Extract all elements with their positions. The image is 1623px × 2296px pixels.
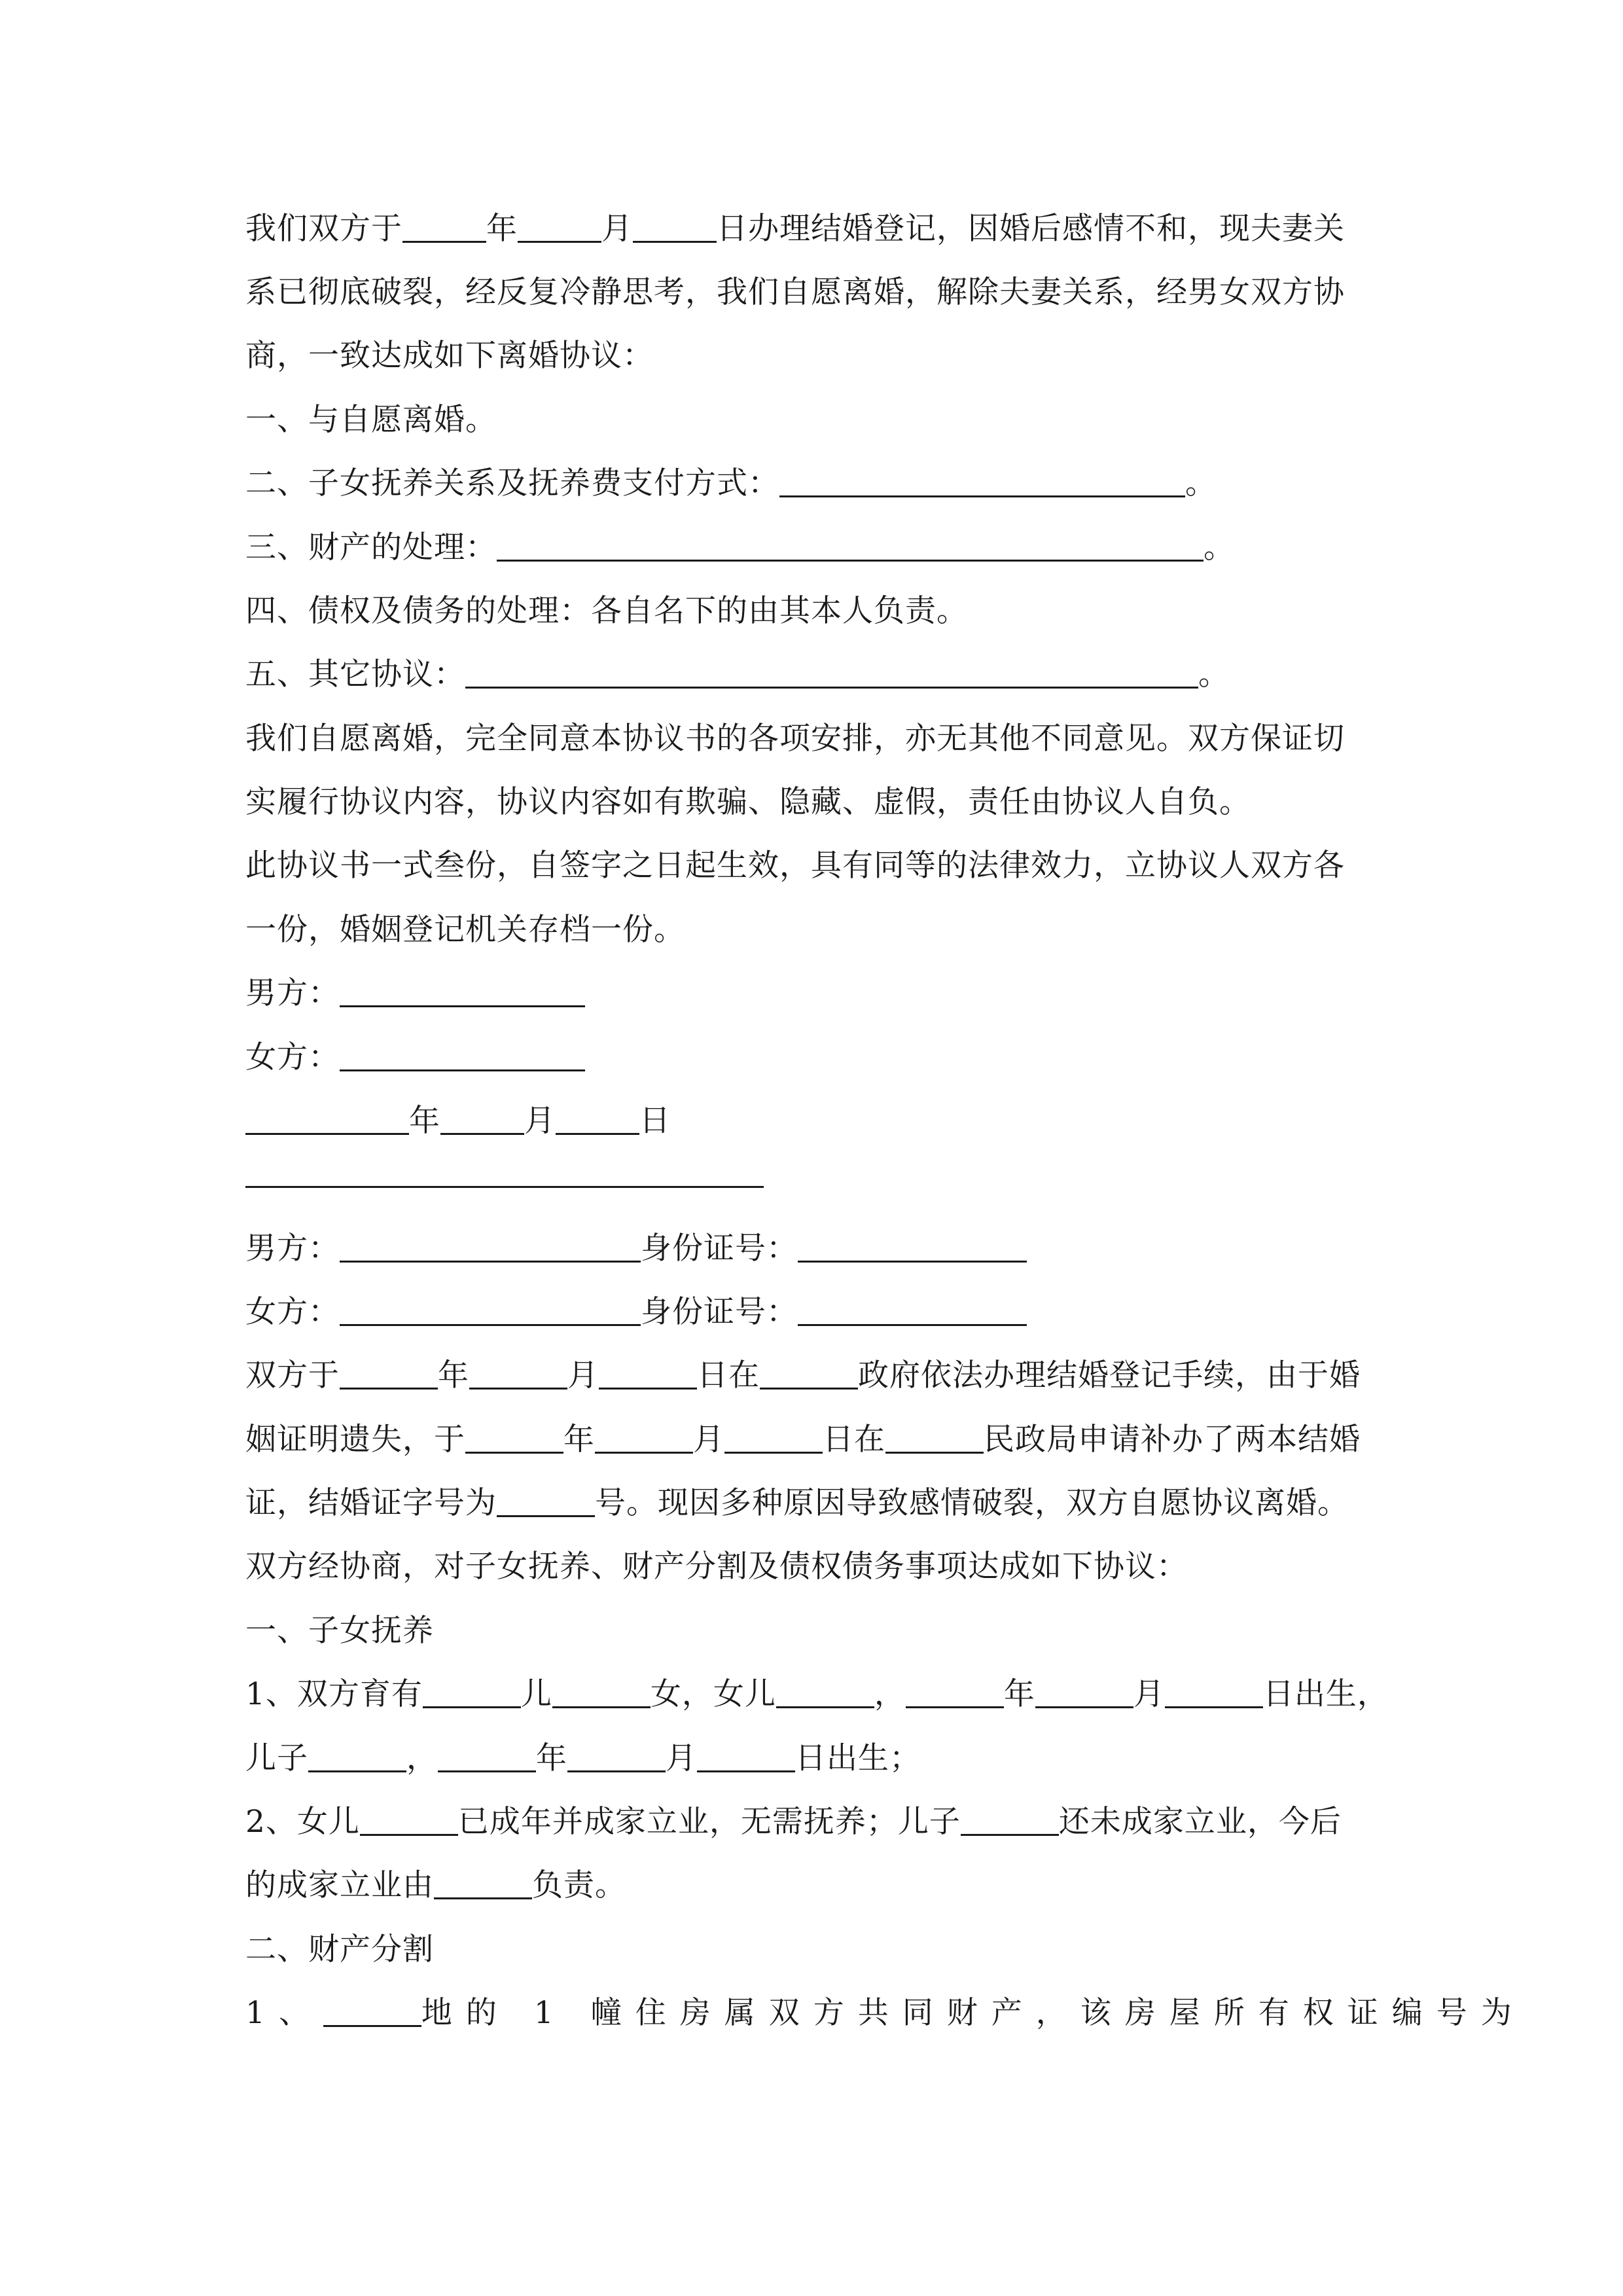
blank-woman-id[interactable]	[798, 1295, 1027, 1326]
property-clause-1: 1、 地的 1 幢住房属双方共同财产，该房屋所有权证编号为	[245, 1995, 1525, 2031]
blank[interactable]	[760, 1359, 858, 1390]
paragraph-4-line-1: 双方于 年 月 日在 政府依法办理结婚登记手续，由于婚	[245, 1357, 1361, 1393]
blank[interactable]	[697, 1742, 795, 1772]
blank-man-signature[interactable]	[340, 977, 585, 1007]
children-clause-2-line-1: 2、女儿 已成年并成家立业，无需抚养；儿子 还未成家立业，今后	[245, 1804, 1342, 1840]
blank-other[interactable]	[465, 658, 1198, 689]
blank-day[interactable]	[633, 212, 717, 243]
blank[interactable]	[552, 1677, 651, 1708]
paragraph-1-line-1: 我们双方于 年 月 日办理结婚登记，因婚后感情不和，现夫妻关	[245, 211, 1345, 247]
blank-woman-signature[interactable]	[340, 1041, 585, 1071]
section-heading-children: 一、子女抚养	[245, 1613, 434, 1649]
blank[interactable]	[308, 1742, 406, 1772]
blank-month[interactable]	[518, 212, 601, 243]
paragraph-4-line-3: 证，结婚证字号为 号。现因多种原因导致感情破裂，双方自愿协议离婚。	[245, 1485, 1349, 1521]
signature-man: 男方：	[245, 973, 585, 1014]
blank-man-name[interactable]	[340, 1232, 641, 1263]
children-clause-1-line-2: 儿子 ， 年 月 日出生；	[245, 1740, 921, 1776]
blank[interactable]	[961, 1805, 1059, 1836]
blank[interactable]	[1035, 1677, 1133, 1708]
blank[interactable]	[567, 1742, 666, 1772]
blank[interactable]	[497, 1486, 595, 1517]
blank[interactable]	[423, 1677, 521, 1708]
clause-3: 三、财产的处理： 。	[245, 529, 1235, 565]
woman-id-line: 女方： 身份证号：	[245, 1291, 1027, 1333]
paragraph-2-line-1: 我们自愿离婚，完全同意本协议书的各项安排，亦无其他不同意见。双方保证切	[245, 721, 1345, 757]
clause-4: 四、债权及债务的处理：各自名下的由其本人负责。	[245, 593, 968, 629]
blank[interactable]	[724, 1423, 823, 1454]
paragraph-3-line-2: 一份，婚姻登记机关存档一份。	[245, 912, 685, 948]
clause-1: 一、与自愿离婚。	[245, 402, 497, 438]
signature-woman: 女方：	[245, 1037, 585, 1079]
blank-sign-year[interactable]	[245, 1104, 409, 1135]
paragraph-2-line-2: 实履行协议内容，协议内容如有欺骗、隐藏、虚假，责任由协议人自负。	[245, 784, 1251, 820]
blank[interactable]	[465, 1423, 563, 1454]
section-heading-property: 二、财产分割	[245, 1931, 434, 1967]
blank-year[interactable]	[402, 212, 486, 243]
blank[interactable]	[595, 1423, 693, 1454]
blank[interactable]	[776, 1677, 874, 1708]
blank-woman-name[interactable]	[340, 1295, 641, 1326]
blank[interactable]	[438, 1742, 536, 1772]
blank[interactable]	[1165, 1677, 1263, 1708]
paragraph-1-line-2: 系已彻底破裂，经反复冷静思考，我们自愿离婚，解除夫妻关系，经男女双方协	[245, 274, 1345, 310]
blank[interactable]	[340, 1359, 438, 1390]
blank-man-id[interactable]	[798, 1232, 1027, 1263]
blank[interactable]	[469, 1359, 567, 1390]
man-id-line: 男方： 身份证号：	[245, 1228, 1027, 1270]
blank-child-support[interactable]	[779, 467, 1185, 497]
separator-line	[245, 1157, 764, 1199]
blank-sign-day[interactable]	[556, 1104, 639, 1135]
children-clause-1-line-1: 1、双方育有 儿 女，女儿 ， 年 月 日出生，	[245, 1676, 1389, 1712]
blank[interactable]	[885, 1423, 984, 1454]
clause-5: 五、其它协议： 。	[245, 656, 1230, 692]
blank[interactable]	[599, 1359, 697, 1390]
blank[interactable]	[906, 1677, 1004, 1708]
children-clause-2-line-2: 的成家立业由 负责。	[245, 1867, 626, 1903]
blank[interactable]	[360, 1805, 458, 1836]
paragraph-4-line-2: 姻证明遗失，于 年 月 日在 民政局申请补办了两本结婚	[245, 1422, 1361, 1458]
blank-property[interactable]	[497, 531, 1204, 562]
paragraph-3-line-1: 此协议书一式叁份，自签字之日起生效，具有同等的法律效力，立协议人双方各	[245, 848, 1345, 884]
blank[interactable]	[434, 1869, 532, 1899]
blank-sign-month[interactable]	[440, 1104, 524, 1135]
signature-date: 年 月 日	[245, 1100, 671, 1142]
blank[interactable]	[323, 1996, 421, 2027]
paragraph-1-line-3: 商，一致达成如下离婚协议：	[245, 338, 654, 374]
clause-2: 二、子女抚养关系及抚养费支付方式： 。	[245, 465, 1217, 501]
paragraph-4-line-4: 双方经协商，对子女抚养、财产分割及债权债务事项达成如下协议：	[245, 1549, 1188, 1585]
